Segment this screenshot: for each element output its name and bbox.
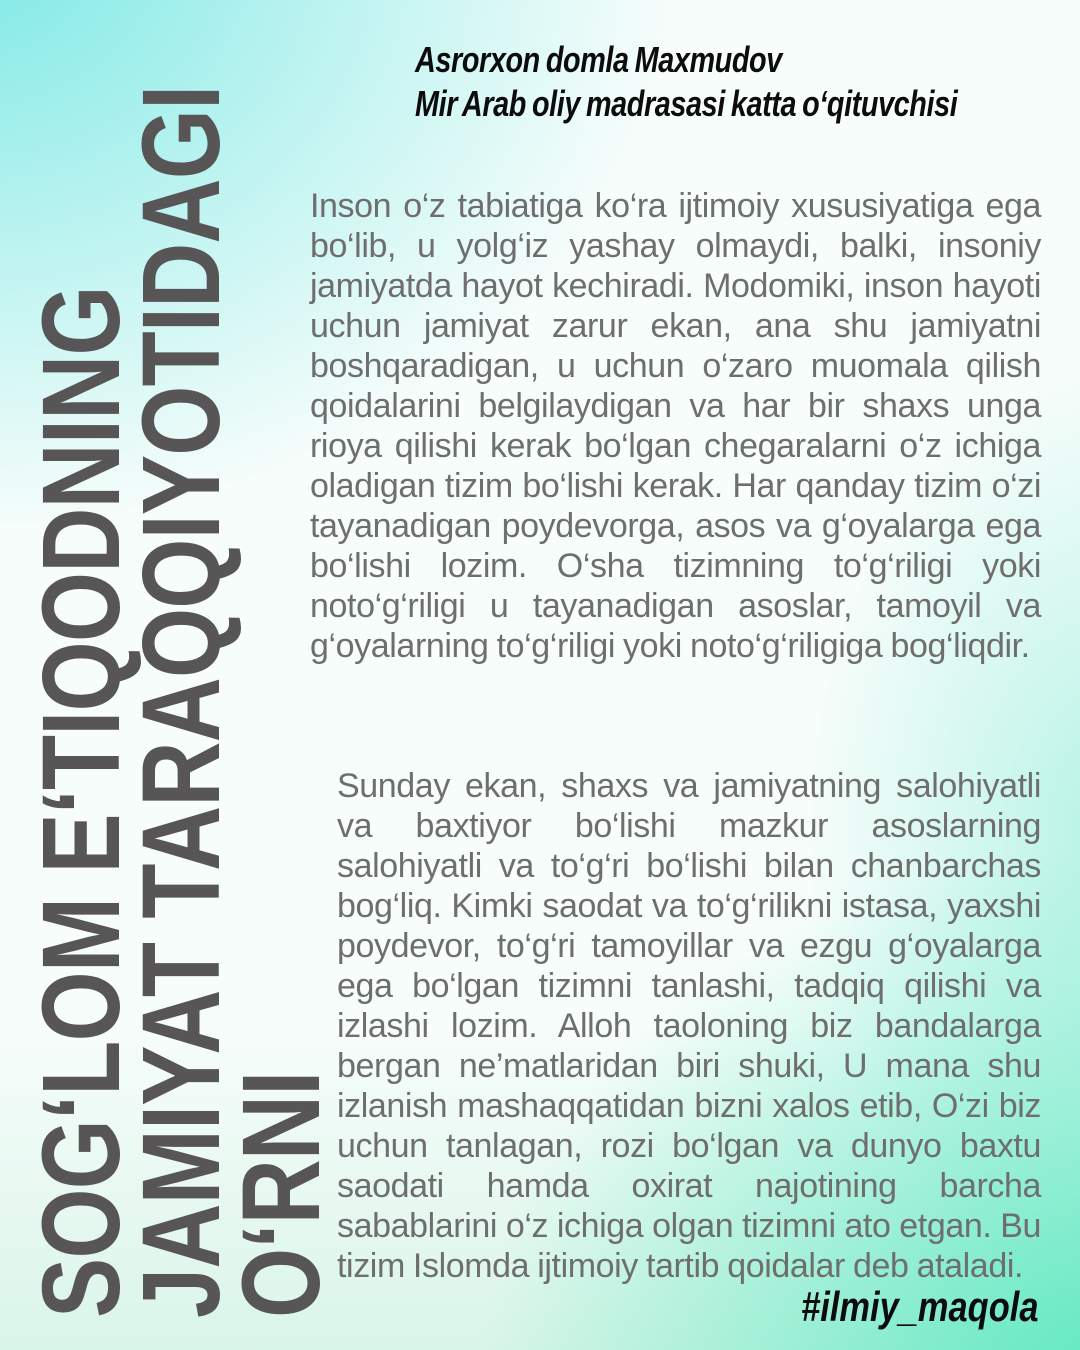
author-name: Asrorxon domla Maxmudov	[415, 39, 782, 80]
title-line-2: JAMIYAT TARAQQIYOTIDAGI	[120, 85, 243, 1319]
title-line-1: SOG‘LOM E‘TIQODNING	[20, 286, 143, 1319]
author-role: Mir Arab oliy madrasasi katta o‘qituvchisi	[415, 83, 958, 124]
body-paragraph-2: Sunday ekan, shaxs va jamiyatning salohiyatli va baxtiyor bo‘lishi mazkur asoslarning salohiyatli va to‘g‘ri bo‘lishi bilan chanbarchas bog‘liq. Kimki saodat va to‘g‘rilikni istasa, yaxshi poydevor, to‘g‘ri tamoyillar va ezgu g‘oyalarga ega bo‘lgan tizimni tanlashi, tadqiq qilishi va izlashi lozim. Alloh taoloning biz bandalarga bergan ne’matlaridan biri shuki, U mana shu izlanish mashaqqatidan bizni xalos etib, O‘zi biz uchun tanlagan, rozi bo‘lgan va dunyo baxtu saodati hamda oxirat najotining barcha sabablarini o‘z ichiga olgan tizimni ato etgan. Bu tizim Islomda ijtimoiy tartib qoidalar deb ataladi.	[337, 767, 1041, 1285]
body-paragraph-1: Inson o‘z tabiatiga ko‘ra ijtimoiy xususiyatiga ega bo‘lib, u yolg‘iz yashay olmaydi, balki, insoniy jamiyatda hayot kechiradi. Modomiki, inson hayoti uchun jamiyat zarur ekan, ana shu jamiyatni boshqaradigan, u uchun o‘zaro muomala qilish qoidalarini belgilaydigan va har bir shaxs unga rioya qilishi kerak bo‘lgan chegaralarni o‘z ichiga oladigan tizim bo‘lishi kerak. Har qanday tizim o‘zi tayanadigan poydevorga, asos va g‘oyalarga ega bo‘lishi lozim. O‘sha tizimning to‘g‘riligi yoki noto‘g‘riligi u tayanadigan asoslar, tamoyil va g‘oyalarning to‘g‘riligi yoki noto‘g‘riligiga bog‘liqdir.	[310, 187, 1041, 665]
hashtag-label: #ilmiy_maqola	[800, 1283, 1038, 1330]
title-line-3: O‘RNI	[220, 1071, 343, 1318]
author-byline	[415, 38, 957, 126]
vertical-title	[20, 85, 343, 1319]
